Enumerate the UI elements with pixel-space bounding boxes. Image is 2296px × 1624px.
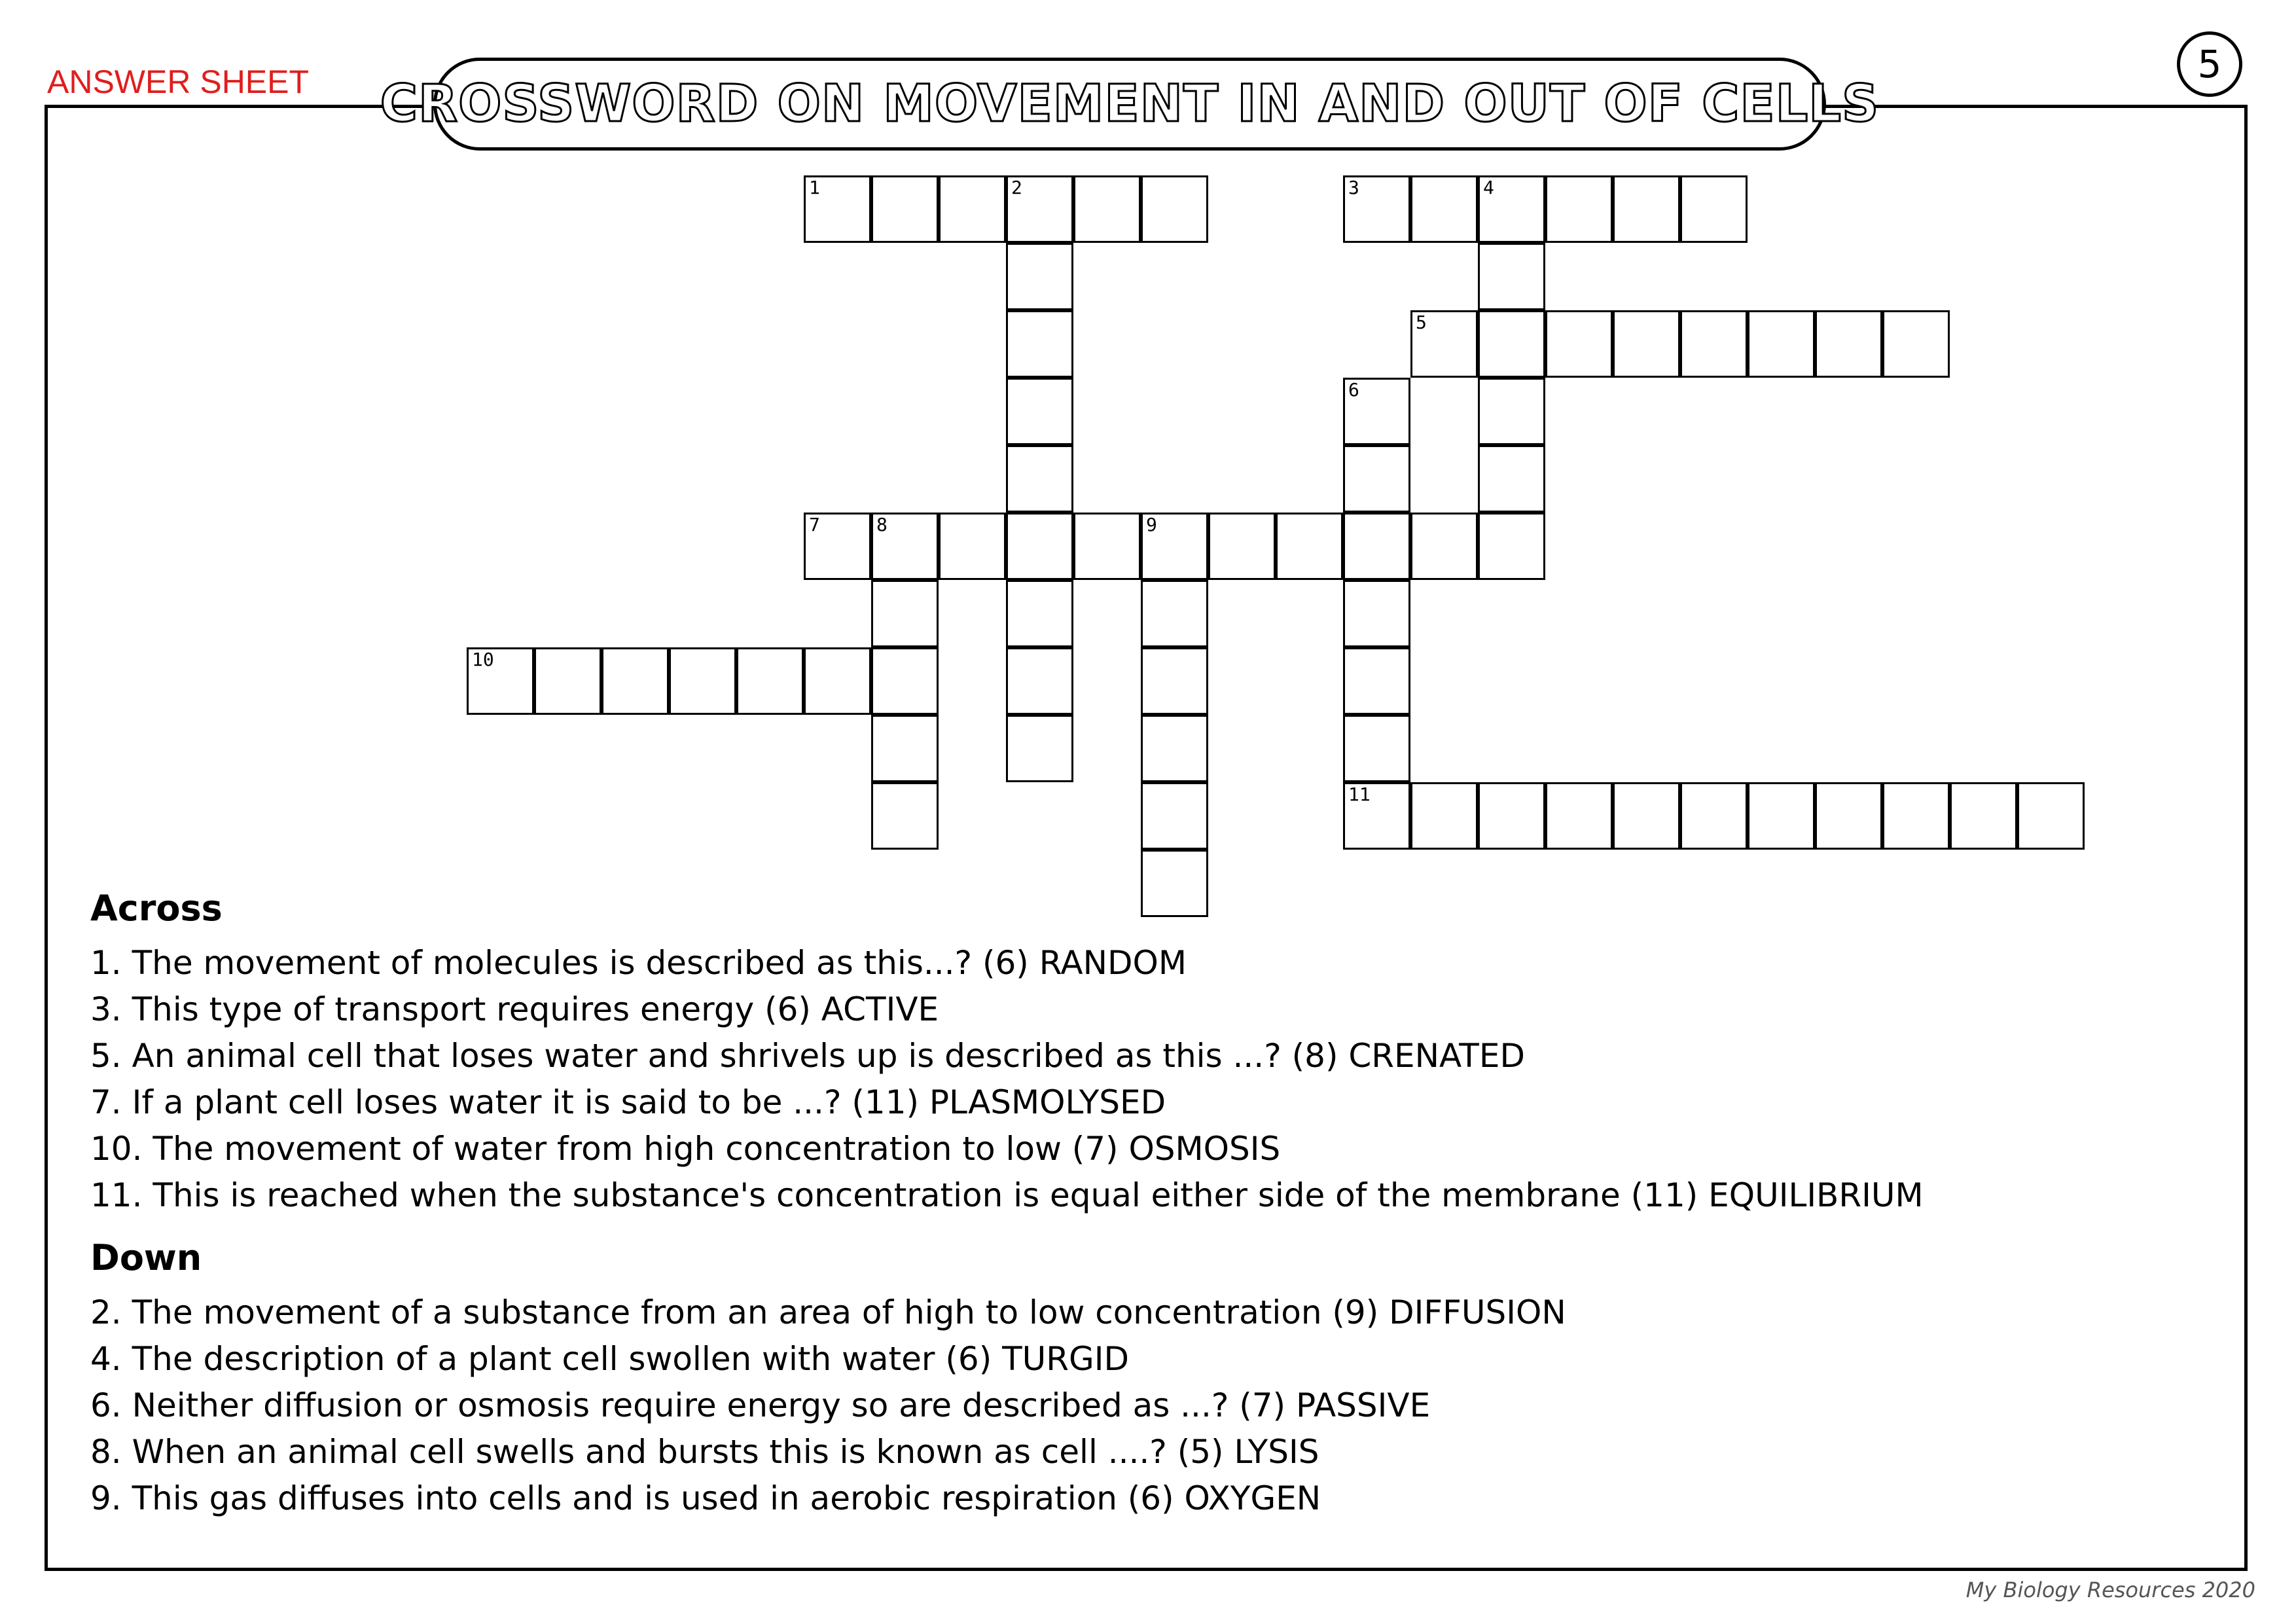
crossword-cell[interactable] bbox=[871, 782, 939, 850]
crossword-cell[interactable] bbox=[1343, 715, 1410, 782]
crossword-cell[interactable] bbox=[1006, 580, 1073, 647]
clue-number: 10 bbox=[472, 649, 494, 670]
crossword-cell[interactable] bbox=[1006, 310, 1073, 378]
crossword-cell[interactable] bbox=[1141, 647, 1208, 715]
crossword-cell[interactable] bbox=[1478, 243, 1545, 310]
answer-sheet-label: ANSWER SHEET bbox=[47, 63, 310, 100]
crossword-cell[interactable] bbox=[601, 647, 669, 715]
crossword-cell[interactable] bbox=[939, 513, 1006, 580]
crossword-cell[interactable] bbox=[1410, 310, 1478, 378]
clue-number: 7 bbox=[809, 514, 820, 535]
down-clue: 2. The movement of a substance from an area of high to low concentration (9) DIFFUSION bbox=[90, 1293, 1566, 1331]
clue-number: 5 bbox=[1416, 312, 1427, 333]
crossword-cell[interactable] bbox=[1613, 310, 1680, 378]
crossword-cell[interactable] bbox=[1478, 175, 1545, 243]
crossword-cell[interactable] bbox=[1478, 310, 1545, 378]
crossword-cell[interactable] bbox=[1882, 782, 1950, 850]
across-clue: 11. This is reached when the substance's concentration is equal either side of the membrane (11) EQUILIBRIUM bbox=[90, 1176, 1924, 1214]
across-clue: 3. This type of transport requires energy (6) ACTIVE bbox=[90, 990, 939, 1028]
down-clue-list bbox=[90, 1290, 2217, 1522]
down-clue: 8. When an animal cell swells and bursts this is known as cell ....? (5) LYSIS bbox=[90, 1433, 1319, 1471]
crossword-cell[interactable] bbox=[1882, 310, 1950, 378]
clue-number: 6 bbox=[1348, 379, 1359, 401]
crossword-cell[interactable] bbox=[1545, 310, 1613, 378]
crossword-cell[interactable] bbox=[1680, 175, 1748, 243]
crossword-cell[interactable] bbox=[804, 647, 871, 715]
across-clue: 1. The movement of molecules is described as this...? (6) RANDOM bbox=[90, 944, 1187, 982]
crossword-cell[interactable] bbox=[1478, 513, 1545, 580]
page-number-badge: 5 bbox=[2177, 31, 2242, 97]
crossword-cell[interactable] bbox=[1343, 378, 1410, 445]
crossword-cell[interactable] bbox=[1006, 378, 1073, 445]
title-banner bbox=[380, 58, 1880, 151]
clue-number: 4 bbox=[1483, 177, 1494, 198]
crossword-cell[interactable] bbox=[804, 513, 871, 580]
crossword-cell[interactable] bbox=[1141, 782, 1208, 850]
crossword-cell[interactable] bbox=[1006, 445, 1073, 513]
crossword-cell[interactable] bbox=[1613, 175, 1680, 243]
crossword-cell[interactable] bbox=[1343, 782, 1410, 850]
crossword-cell[interactable] bbox=[939, 175, 1006, 243]
down-heading: Down bbox=[90, 1237, 202, 1278]
crossword-cell[interactable] bbox=[1478, 378, 1545, 445]
crossword-cell[interactable] bbox=[1006, 175, 1073, 243]
crossword-cell[interactable] bbox=[1006, 513, 1073, 580]
crossword-cell[interactable] bbox=[1141, 580, 1208, 647]
across-heading: Across bbox=[90, 888, 223, 929]
crossword-cell[interactable] bbox=[1073, 175, 1141, 243]
crossword-cell[interactable] bbox=[871, 513, 939, 580]
crossword-cell[interactable] bbox=[1613, 782, 1680, 850]
crossword-cell[interactable] bbox=[871, 175, 939, 243]
across-clue-list bbox=[90, 940, 2217, 1219]
across-clue: 10. The movement of water from high concentration to low (7) OSMOSIS bbox=[90, 1130, 1281, 1168]
crossword-cell[interactable] bbox=[736, 647, 804, 715]
crossword-cell[interactable] bbox=[1478, 782, 1545, 850]
crossword-cell[interactable] bbox=[669, 647, 736, 715]
down-clue: 6. Neither diffusion or osmosis require energy so are described as ...? (7) PASSIVE bbox=[90, 1386, 1431, 1424]
clue-number: 3 bbox=[1348, 177, 1359, 198]
clue-number: 2 bbox=[1011, 177, 1022, 198]
crossword-cell[interactable] bbox=[1006, 715, 1073, 782]
crossword-cell[interactable] bbox=[1545, 175, 1613, 243]
crossword-cell[interactable] bbox=[1343, 175, 1410, 243]
crossword-cell[interactable] bbox=[1343, 580, 1410, 647]
clue-number: 1 bbox=[809, 177, 820, 198]
clue-number: 11 bbox=[1348, 784, 1371, 805]
footer-credit: My Biology Resources 2020 bbox=[1965, 1578, 2255, 1602]
crossword-cell[interactable] bbox=[871, 715, 939, 782]
across-clue: 7. If a plant cell loses water it is said to be ...? (11) PLASMOLYSED bbox=[90, 1083, 1166, 1121]
crossword-cell[interactable] bbox=[1680, 782, 1748, 850]
crossword-cell[interactable] bbox=[804, 175, 871, 243]
down-clue: 9. This gas diffuses into cells and is used in aerobic respiration (6) OXYGEN bbox=[90, 1479, 1321, 1517]
crossword-cell[interactable] bbox=[1141, 175, 1208, 243]
crossword-cell[interactable] bbox=[1276, 513, 1343, 580]
crossword-cell[interactable] bbox=[1815, 310, 1882, 378]
crossword-cell[interactable] bbox=[467, 647, 534, 715]
crossword-cell[interactable] bbox=[1343, 513, 1410, 580]
down-clue: 4. The description of a plant cell swollen with water (6) TURGID bbox=[90, 1340, 1129, 1378]
crossword-cell[interactable] bbox=[1141, 715, 1208, 782]
crossword-cell[interactable] bbox=[871, 647, 939, 715]
crossword-cell[interactable] bbox=[1141, 513, 1208, 580]
clues-section bbox=[90, 877, 2217, 1528]
clue-number: 9 bbox=[1146, 514, 1157, 535]
crossword-cell[interactable] bbox=[1343, 445, 1410, 513]
crossword-cell[interactable] bbox=[1748, 310, 1815, 378]
crossword-cell[interactable] bbox=[1006, 647, 1073, 715]
crossword-cell[interactable] bbox=[534, 647, 601, 715]
crossword-cell[interactable] bbox=[1950, 782, 2017, 850]
crossword-cell[interactable] bbox=[1006, 243, 1073, 310]
crossword-cell[interactable] bbox=[1748, 782, 1815, 850]
clue-number: 8 bbox=[876, 514, 888, 535]
crossword-cell[interactable] bbox=[1343, 647, 1410, 715]
crossword-cell[interactable] bbox=[871, 580, 939, 647]
crossword-cell[interactable] bbox=[1815, 782, 1882, 850]
crossword-cell[interactable] bbox=[1680, 310, 1748, 378]
crossword-cell[interactable] bbox=[1073, 513, 1141, 580]
crossword-cell[interactable] bbox=[1478, 445, 1545, 513]
crossword-cell[interactable] bbox=[1410, 782, 1478, 850]
crossword-cell[interactable] bbox=[1545, 782, 1613, 850]
crossword-cell[interactable] bbox=[1410, 513, 1478, 580]
worksheet-title: CROSSWORD ON MOVEMENT IN AND OUT OF CELLS bbox=[380, 75, 1880, 134]
across-clue: 5. An animal cell that loses water and shrivels up is described as this ...? (8) CRENATED bbox=[90, 1037, 1525, 1075]
crossword-cell[interactable] bbox=[1208, 513, 1276, 580]
crossword-cell[interactable] bbox=[1410, 175, 1478, 243]
crossword-cell[interactable] bbox=[2017, 782, 2085, 850]
